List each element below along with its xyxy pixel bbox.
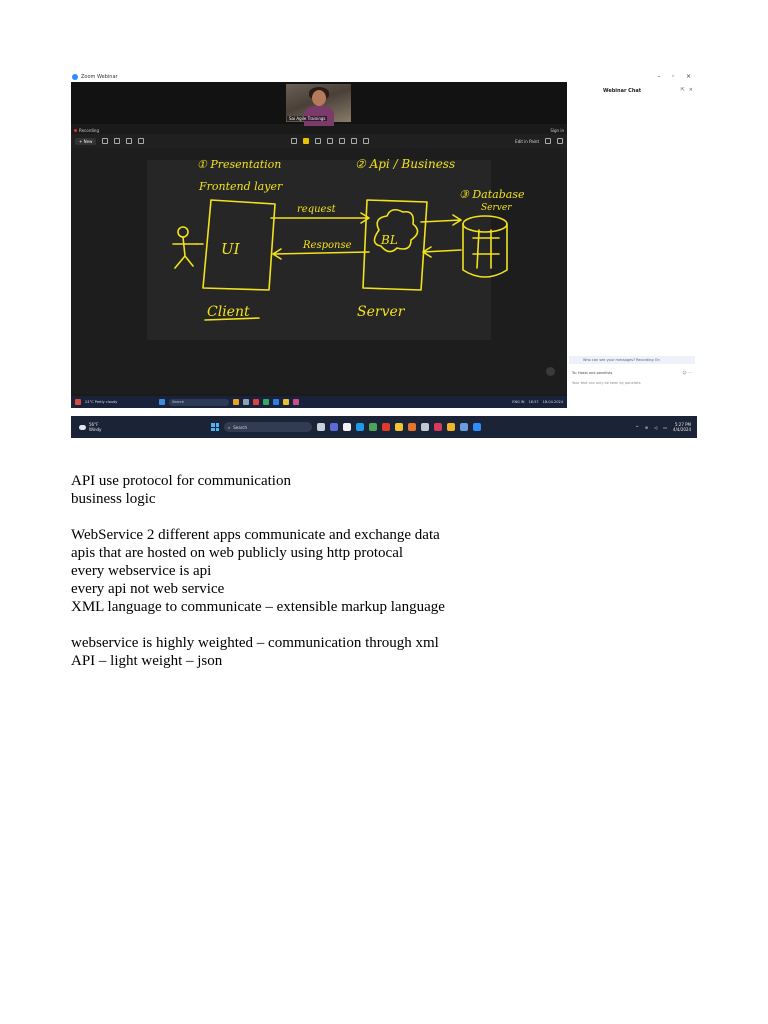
zoom-app-icon[interactable] xyxy=(473,423,481,431)
shared-app-icon[interactable] xyxy=(293,399,299,405)
window-controls xyxy=(657,73,691,80)
chat-header-actions xyxy=(681,87,693,93)
whiteboard-drawing xyxy=(147,157,525,340)
chrome-icon[interactable] xyxy=(447,423,455,431)
app-icon[interactable] xyxy=(460,423,468,431)
crop-tool-icon[interactable] xyxy=(339,138,345,144)
frontend-layer-label: Frontend layer xyxy=(199,180,283,193)
minimize-icon[interactable]: – xyxy=(657,73,661,80)
copy-icon[interactable] xyxy=(557,138,563,144)
opera-icon[interactable] xyxy=(382,423,390,431)
new-button[interactable]: + New xyxy=(75,138,96,145)
shared-weather-text: 24°C Partly cloudy xyxy=(85,400,118,404)
user-stick-figure-body xyxy=(173,237,197,268)
volume-icon[interactable]: ◁ xyxy=(654,424,658,430)
shared-time: 18:57 xyxy=(528,400,539,404)
edge-icon[interactable] xyxy=(356,423,364,431)
teams-icon[interactable] xyxy=(330,423,338,431)
chat-close-icon[interactable]: × xyxy=(688,87,693,93)
recording-label: Recording xyxy=(79,127,100,133)
file-explorer-icon[interactable] xyxy=(395,423,403,431)
bl-to-db-arrow xyxy=(421,215,461,225)
note-line: WebService 2 different apps communicate and exchange data xyxy=(71,527,440,543)
note-line: XML language to communicate – extensible markup language xyxy=(71,599,445,615)
taskbar-time: 5:27 PM xyxy=(674,422,691,427)
webinar-chat-panel xyxy=(567,72,697,416)
recording-dot-icon xyxy=(74,129,77,132)
note-line: every api not web service xyxy=(71,581,225,597)
app-icon[interactable] xyxy=(421,423,429,431)
popout-icon[interactable]: ⇱ xyxy=(680,87,685,93)
weather-widget[interactable] xyxy=(71,422,211,432)
db-to-bl-arrow xyxy=(423,247,461,257)
note-line: every webservice is api xyxy=(71,563,212,579)
api-business-label: ② Api / Business xyxy=(355,157,456,171)
request-label: request xyxy=(297,204,336,215)
notepad-icon[interactable] xyxy=(343,423,351,431)
shared-start-icon[interactable] xyxy=(159,399,165,405)
database-server-label: Server xyxy=(481,203,512,213)
shared-screen-taskbar xyxy=(71,396,567,408)
weather-temp: 56°F xyxy=(89,422,99,427)
shared-app-icon[interactable] xyxy=(263,399,269,405)
chat-title: Webinar Chat xyxy=(603,88,642,94)
server-label: Server xyxy=(357,304,405,320)
whiteboard-toolbar xyxy=(71,134,567,148)
taskbar-date: 4/4/2024 xyxy=(673,427,691,432)
ui-label: UI xyxy=(221,240,240,258)
wifi-icon[interactable]: ≋ xyxy=(644,424,649,430)
zoom-window-title: Zoom Webinar xyxy=(81,74,118,80)
weather-icon xyxy=(75,399,81,405)
close-icon[interactable]: × xyxy=(685,73,691,80)
note-line: API use protocol for communication xyxy=(71,473,291,489)
shared-app-icon[interactable] xyxy=(243,399,249,405)
presenter-name: Sai Agile Trainings xyxy=(289,116,326,121)
app-icon[interactable] xyxy=(434,423,442,431)
weather-wind-icon xyxy=(79,425,86,430)
task-view-icon[interactable] xyxy=(317,423,325,431)
note-line xyxy=(71,616,711,634)
taskbar-center xyxy=(211,422,481,432)
user-stick-figure-head xyxy=(178,227,188,237)
eraser-tool-icon[interactable] xyxy=(315,138,321,144)
zoom-title-bar xyxy=(71,72,567,82)
chat-recipient[interactable]: To: Hosts and panelists xyxy=(572,371,613,375)
zoom-logo-icon xyxy=(72,74,78,80)
redo-icon[interactable] xyxy=(363,138,369,144)
shared-date: 18-04-2024 xyxy=(542,400,563,404)
help-icon[interactable] xyxy=(291,138,297,144)
chat-visibility-notice[interactable]: Who can see your messages? Recording On xyxy=(569,356,695,364)
note-line: API – light weight – json xyxy=(71,653,223,669)
shared-app-icon[interactable] xyxy=(283,399,289,405)
chat-input[interactable]: Your text can only be seen by panelists xyxy=(572,381,641,385)
client-label: Client xyxy=(207,304,250,320)
whiteboard-canvas[interactable] xyxy=(147,157,525,340)
system-tray xyxy=(635,422,697,432)
windows-start-icon[interactable] xyxy=(211,423,219,431)
lasso-tool-icon[interactable] xyxy=(114,138,120,144)
zoom-main-area xyxy=(71,82,567,406)
taskbar-search[interactable] xyxy=(224,422,312,432)
notes-text xyxy=(71,472,711,670)
app-icon[interactable] xyxy=(369,423,377,431)
pen-tool-icon[interactable] xyxy=(303,138,309,144)
view-tool-icon[interactable] xyxy=(126,138,132,144)
video-strip xyxy=(71,82,567,124)
database-grid xyxy=(473,230,499,268)
tray-chevron-icon[interactable]: ^ xyxy=(635,424,639,430)
taskbar-clock[interactable] xyxy=(673,422,691,432)
shared-app-icon[interactable] xyxy=(253,399,259,405)
shape-tool-icon[interactable] xyxy=(327,138,333,144)
database-label: ③ Database xyxy=(459,188,525,201)
share-icon[interactable] xyxy=(546,367,555,376)
zoom-tool-icon[interactable] xyxy=(138,138,144,144)
shared-language: ENG IN xyxy=(512,400,525,404)
note-line: apis that are hosted on web publicly using http protocal xyxy=(71,545,404,561)
taskbar-search-label: Search xyxy=(233,424,247,430)
whiteboard-area xyxy=(71,148,567,394)
note-line: webservice is highly weighted – communication through xml xyxy=(71,635,439,651)
presenter-video[interactable] xyxy=(286,84,351,122)
presentation-label: ① Presentation xyxy=(197,158,282,171)
shared-search-box[interactable]: Search xyxy=(169,399,229,406)
weather-desc: Windy xyxy=(89,427,102,432)
shared-app-icon[interactable] xyxy=(273,399,279,405)
edit-in-paint-button[interactable]: Edit in Paint xyxy=(515,138,540,144)
response-label: Response xyxy=(303,240,352,251)
search-icon: ⌕ xyxy=(228,424,231,430)
shared-app-icon[interactable] xyxy=(233,399,239,405)
embedded-screenshot xyxy=(71,72,697,438)
bl-label: BL xyxy=(381,233,398,247)
note-line xyxy=(71,508,711,526)
windows-taskbar xyxy=(71,416,697,438)
note-line: business logic xyxy=(71,491,156,507)
battery-icon[interactable]: ▭ xyxy=(663,424,668,430)
firefox-icon[interactable] xyxy=(408,423,416,431)
undo-icon[interactable] xyxy=(351,138,357,144)
presenter-face xyxy=(312,90,326,106)
save-icon[interactable] xyxy=(545,138,551,144)
signin-link[interactable]: Sign in xyxy=(550,127,564,133)
recording-row xyxy=(71,126,567,134)
chat-more-icon[interactable]: ☺ ⋯ xyxy=(682,370,692,375)
select-tool-icon[interactable] xyxy=(102,138,108,144)
database-top xyxy=(463,216,507,232)
restore-icon[interactable]: ◦ xyxy=(671,73,675,80)
